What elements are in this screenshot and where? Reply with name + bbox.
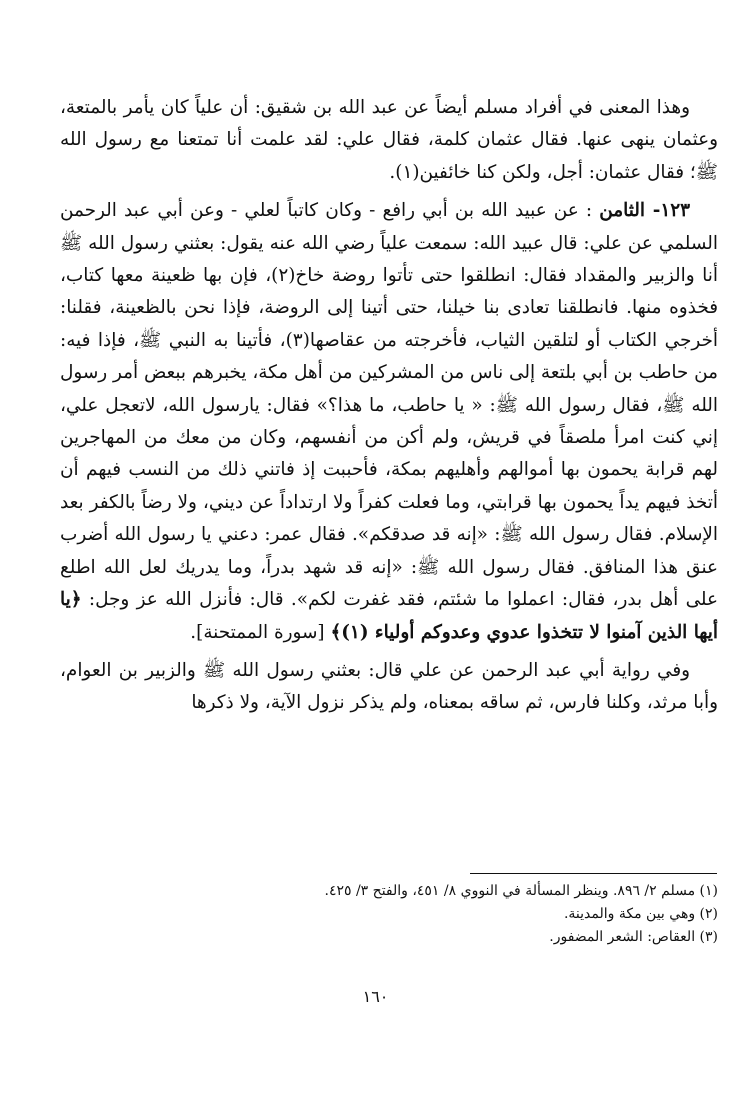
footnote-divider bbox=[470, 873, 717, 874]
footnote-1: (١) مسلم ٢/ ٨٩٦. وينظر المسألة في النووي ٨/ ٤٥١، والفتح ٣/ ٤٢٥. bbox=[324, 883, 718, 899]
surah-reference: [سورة الممتحنة]. bbox=[190, 621, 325, 643]
hadith-text: : عن عبيد الله بن أبي رافع - وكان كاتباً لعلي - وعن أبي عبد الرحمن السلمي عن علي: قال عبيد الله: سمعت علياً رضي الله عنه يقول: بعثني رسول الله ﷺ أنا والزبير والمقداد فقال: انطلقوا حتى تأتوا روضة خاخ(٢)، فإن بها ظعينة معها كتاب، فخذوه منها. فانطلقنا تعادى بنا خيلنا، حتى أتينا إلى الروضة، فإذا نحن بالظعينة، فقلنا: أخرجي الكتاب أو لتلقين الثياب، فأخرجته من عقاصها(٣)، فأتينا به النبي ﷺ، فإذا فيه: من حاطب بن أبي بلتعة إلى ناس من المشركين من أهل مكة، يخبرهم ببعض أمر رسول الله ﷺ، فقال رسول الله ﷺ: « يا حاطب، ما هذا؟» فقال: يارسول الله، لاتعجل علي، إني كنت امرأ ملصقاً في قريش، ولم أكن من أنفسهم، وكان من معك من المهاجرين لهم قرابة يحمون بها أموالهم وأهليهم بمكة، فأحببت إذ فاتني ذلك من النسب فيهم أن أتخذ فيهم يداً يحمون بها قرابتي، وما فعلت كفراً ولا ارتداداً عن ديني، ولا رضاً بالكفر بعد الإسلام. فقال رسول الله ﷺ: «إنه قد صدقكم». فقال عمر: دعني يا رسول الله أضرب عنق هذا المنافق. فقال رسول الله ﷺ: «إنه قد شهد بدراً، وما يدريك لعل الله اطلع على أهل بدر، فقال: اعملوا ما شئتم، فقد غفرت لكم». قال: فأنزل الله عز وجل: bbox=[60, 200, 718, 611]
quran-verse: ﴿يا أيها الذين آمنوا لا تتخذوا عدوي وعدوكم أولياء (١)﴾ bbox=[60, 589, 718, 643]
footnote-2: (٢) وهي بين مكة والمدينة. bbox=[563, 906, 718, 922]
page-number: ١٦٠ bbox=[362, 987, 389, 1006]
footnotes bbox=[60, 880, 718, 949]
footnote-3: (٣) العقاص: الشعر المضفور. bbox=[549, 929, 718, 945]
paragraph-riwaya bbox=[60, 655, 718, 720]
paragraph-hadith-123 bbox=[60, 195, 718, 649]
paragraph-riwaya-text: وفي رواية أبي عبد الرحمن عن علي قال: بعثني رسول الله ﷺ والزبير بن العوام، وأبا مرثد، وكلنا فارس، ثم ساقه بمعناه، ولم يذكر نزول الآية، ولا ذكرها bbox=[60, 659, 718, 714]
paragraph-intro-text: وهذا المعنى في أفراد مسلم أيضاً عن عبد الله بن شقيق: أن علياً كان يأمر بالمتعة، وعثمان ينهى عنها. فقال عثمان كلمة، فقال علي: لقد علمت أنا تمتعنا مع رسول الله ﷺ؛ فقال عثمان: أجل، ولكن كنا خائفين(١). bbox=[60, 97, 718, 183]
main-text bbox=[60, 92, 718, 720]
paragraph-intro bbox=[60, 92, 718, 189]
hadith-number: ١٢٣- الثامن bbox=[599, 200, 690, 222]
